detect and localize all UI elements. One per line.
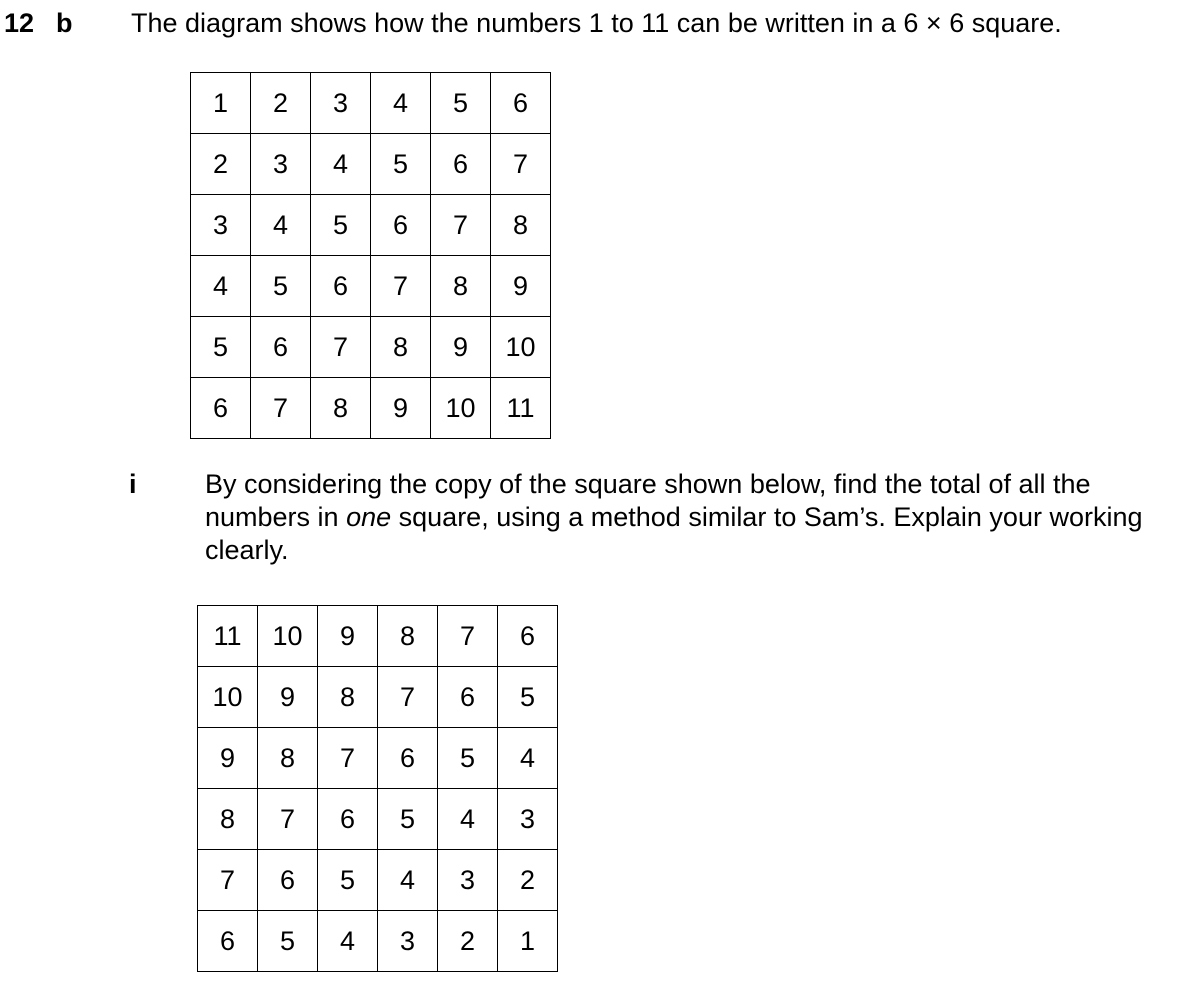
- grid-cell: 7: [371, 256, 431, 317]
- question-number: 12: [4, 8, 35, 38]
- grid-cell: 3: [438, 850, 498, 911]
- grid-cell: 9: [198, 728, 258, 789]
- grid-cell: 2: [498, 850, 558, 911]
- grid-row: [198, 911, 558, 972]
- grid-cell: 7: [198, 850, 258, 911]
- grid-cell: 9: [431, 317, 491, 378]
- subpart-text: [205, 468, 1203, 567]
- grid-cell: 4: [191, 256, 251, 317]
- grid-row: [191, 378, 551, 439]
- grid-cell: 9: [258, 667, 318, 728]
- grid-cell: 8: [311, 378, 371, 439]
- grid-row: [198, 606, 558, 667]
- number-square-1: [190, 72, 551, 439]
- grid-cell: 10: [431, 378, 491, 439]
- grid-cell: 4: [498, 728, 558, 789]
- grid-cell: 6: [311, 256, 371, 317]
- grid-cell: 8: [378, 606, 438, 667]
- grid-cell: 3: [378, 911, 438, 972]
- grid-cell: 7: [431, 195, 491, 256]
- grid-cell: 5: [371, 134, 431, 195]
- grid-row: [191, 134, 551, 195]
- grid-cell: 4: [438, 789, 498, 850]
- grid-cell: 6: [378, 728, 438, 789]
- grid-cell: 10: [198, 667, 258, 728]
- grid-cell: 10: [491, 317, 551, 378]
- number-square-2: [197, 605, 558, 972]
- grid-cell: 5: [498, 667, 558, 728]
- grid-cell: 2: [251, 73, 311, 134]
- grid-cell: 4: [251, 195, 311, 256]
- grid-cell: 5: [438, 728, 498, 789]
- grid-cell: 7: [258, 789, 318, 850]
- grid-cell: 4: [378, 850, 438, 911]
- grid-cell: 2: [438, 911, 498, 972]
- grid-cell: 3: [498, 789, 558, 850]
- grid-row: [191, 73, 551, 134]
- subpart-text-before: By considering the copy of the square shown below, find the total of all the numbers in: [205, 469, 1091, 532]
- grid-row: [198, 667, 558, 728]
- question-part: b: [56, 8, 73, 38]
- grid-cell: 7: [378, 667, 438, 728]
- grid-cell: 5: [191, 317, 251, 378]
- grid-cell: 5: [251, 256, 311, 317]
- grid-cell: 6: [491, 73, 551, 134]
- subpart-label: i: [129, 469, 137, 499]
- grid-cell: 3: [311, 73, 371, 134]
- grid-row: [198, 728, 558, 789]
- grid-cell: 3: [191, 195, 251, 256]
- grid-cell: 6: [258, 850, 318, 911]
- grid-cell: 1: [498, 911, 558, 972]
- grid-cell: 7: [311, 317, 371, 378]
- grid-cell: 6: [251, 317, 311, 378]
- grid-row: [191, 317, 551, 378]
- grid-cell: 7: [491, 134, 551, 195]
- grid-cell: 4: [318, 911, 378, 972]
- grid-cell: 1: [191, 73, 251, 134]
- grid-cell: 11: [491, 378, 551, 439]
- grid-cell: 6: [498, 606, 558, 667]
- number-square-1-body: [191, 73, 551, 439]
- grid-cell: 6: [371, 195, 431, 256]
- grid-row: [198, 789, 558, 850]
- grid-cell: 10: [258, 606, 318, 667]
- grid-cell: 6: [431, 134, 491, 195]
- grid-row: [198, 850, 558, 911]
- grid-cell: 4: [311, 134, 371, 195]
- grid-cell: 4: [371, 73, 431, 134]
- grid-cell: 6: [438, 667, 498, 728]
- grid-cell: 6: [198, 911, 258, 972]
- grid-cell: 8: [318, 667, 378, 728]
- grid-cell: 8: [371, 317, 431, 378]
- grid-cell: 7: [318, 728, 378, 789]
- grid-cell: 8: [431, 256, 491, 317]
- grid-cell: 7: [251, 378, 311, 439]
- grid-cell: 11: [198, 606, 258, 667]
- grid-cell: 9: [491, 256, 551, 317]
- grid-cell: 6: [191, 378, 251, 439]
- grid-cell: 5: [318, 850, 378, 911]
- grid-row: [191, 195, 551, 256]
- grid-cell: 8: [258, 728, 318, 789]
- grid-cell: 8: [491, 195, 551, 256]
- subpart-text-after: square, using a method similar to Sam’s. Explain your working clearly.: [205, 502, 1143, 565]
- grid-cell: 6: [318, 789, 378, 850]
- grid-cell: 2: [191, 134, 251, 195]
- grid-cell: 5: [378, 789, 438, 850]
- grid-cell: 5: [311, 195, 371, 256]
- number-square-2-body: [198, 606, 558, 972]
- question-intro: The diagram shows how the numbers 1 to 11 can be written in a 6 × 6 square.: [131, 8, 1062, 38]
- grid-cell: 9: [318, 606, 378, 667]
- grid-cell: 8: [198, 789, 258, 850]
- grid-cell: 3: [251, 134, 311, 195]
- grid-cell: 5: [258, 911, 318, 972]
- grid-row: [191, 256, 551, 317]
- subpart-text-emphasis: one: [346, 502, 392, 532]
- grid-cell: 5: [431, 73, 491, 134]
- grid-cell: 7: [438, 606, 498, 667]
- grid-cell: 9: [371, 378, 431, 439]
